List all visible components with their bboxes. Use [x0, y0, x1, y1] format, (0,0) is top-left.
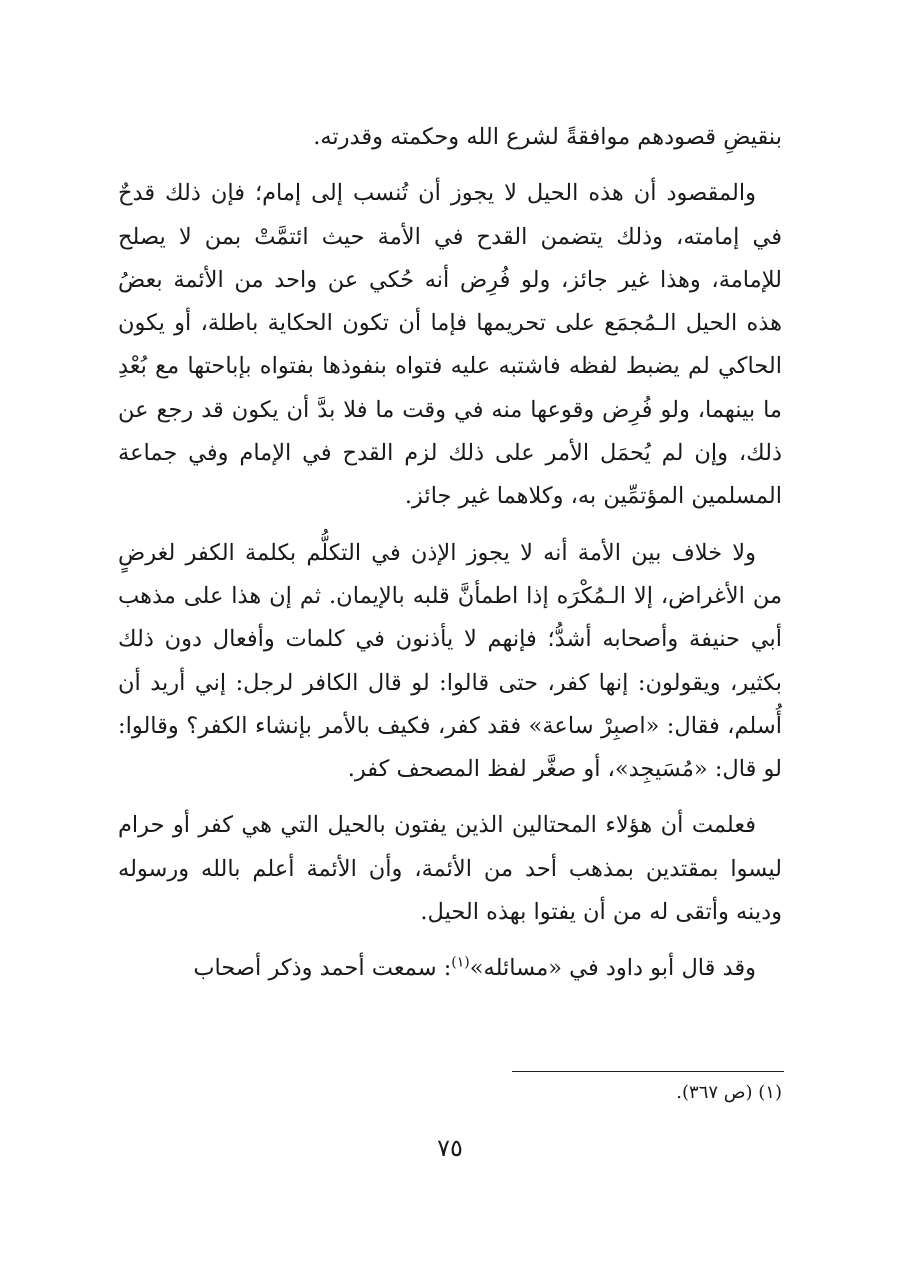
footnote-separator [512, 1071, 784, 1072]
footnote: (١) (ص ٣٦٧). [676, 1082, 782, 1103]
paragraph-2: والمقصود أن هذه الحيل لا يجوز أن تُنسب إلى إمام؛ فإن ذلك قدحٌ في إمامته، وذلك يتضمن القدح في الأمة حيث ائتمَّتْ بمن لا يصلح للإمامة، وهذا غير جائز، ولو فُرِض أنه حُكي عن واحد من الأئمة بعضُ هذه الحيل الـمُجمَع على تحريمها فإما أن تكون الحكاية باطلة، أو يكون الحاكي لم يضبط لفظه فاشتبه عليه فتواه بنفوذها بفتواه بإباحتها مع بُعْدِ ما بينهما، ولو فُرِض وقوعها منه في وقت ما فلا بدَّ أن يكون قد رجع عن ذلك، وإن لم يُحمَل الأمر على ذلك لزم القدح في الإمام وفي جماعة المسلمين المؤتمِّين به، وكلاهما غير جائز. [118, 180, 782, 510]
paragraph-4: فعلمت أن هؤلاء المحتالين الذين يفتون بالحيل التي هي كفر أو حرام ليسوا بمقتدين بمذهب أحد من الأئمة، وأن الأئمة أعلم بالله ورسوله ودينه وأتقى له من أن يفتوا بهذه الحيل. [118, 812, 782, 926]
paragraph-5-text-end: : سمعت أحمد وذكر أصحاب [193, 955, 452, 982]
footnote-reference: (١) [451, 954, 470, 971]
paragraph-5 [118, 947, 782, 990]
main-text [118, 116, 782, 1004]
page-number: ٧٥ [437, 1134, 463, 1162]
paragraph-1: بنقيضِ قصودهم موافقةً لشرع الله وحكمته وقدرته. [313, 124, 782, 150]
paragraph-5-text-start: وقد قال أبو داود في «مسائله» [469, 955, 756, 982]
paragraph-3: ولا خلاف بين الأمة أنه لا يجوز الإذن في التكلُّم بكلمة الكفر لغرضٍ من الأغراض، إلا الـمُكْرَه إذا اطمأنَّ قلبه بالإيمان. ثم إن هذا على مذهب أبي حنيفة وأصحابه أشدُّ؛ فإنهم لا يأذنون في كلمات وأفعال دون ذلك بكثير، ويقولون: إنها كفر، حتى قالوا: لو قال الكافر لرجل: إني أريد أن أُسلم، فقال: «اصبِرْ ساعة» فقد كفر، فكيف بالأمر بإنشاء الكفر؟ وقالوا: لو قال: «مُسَيجِد»، أو صغَّر لفظ المصحف كفر. [118, 539, 782, 783]
